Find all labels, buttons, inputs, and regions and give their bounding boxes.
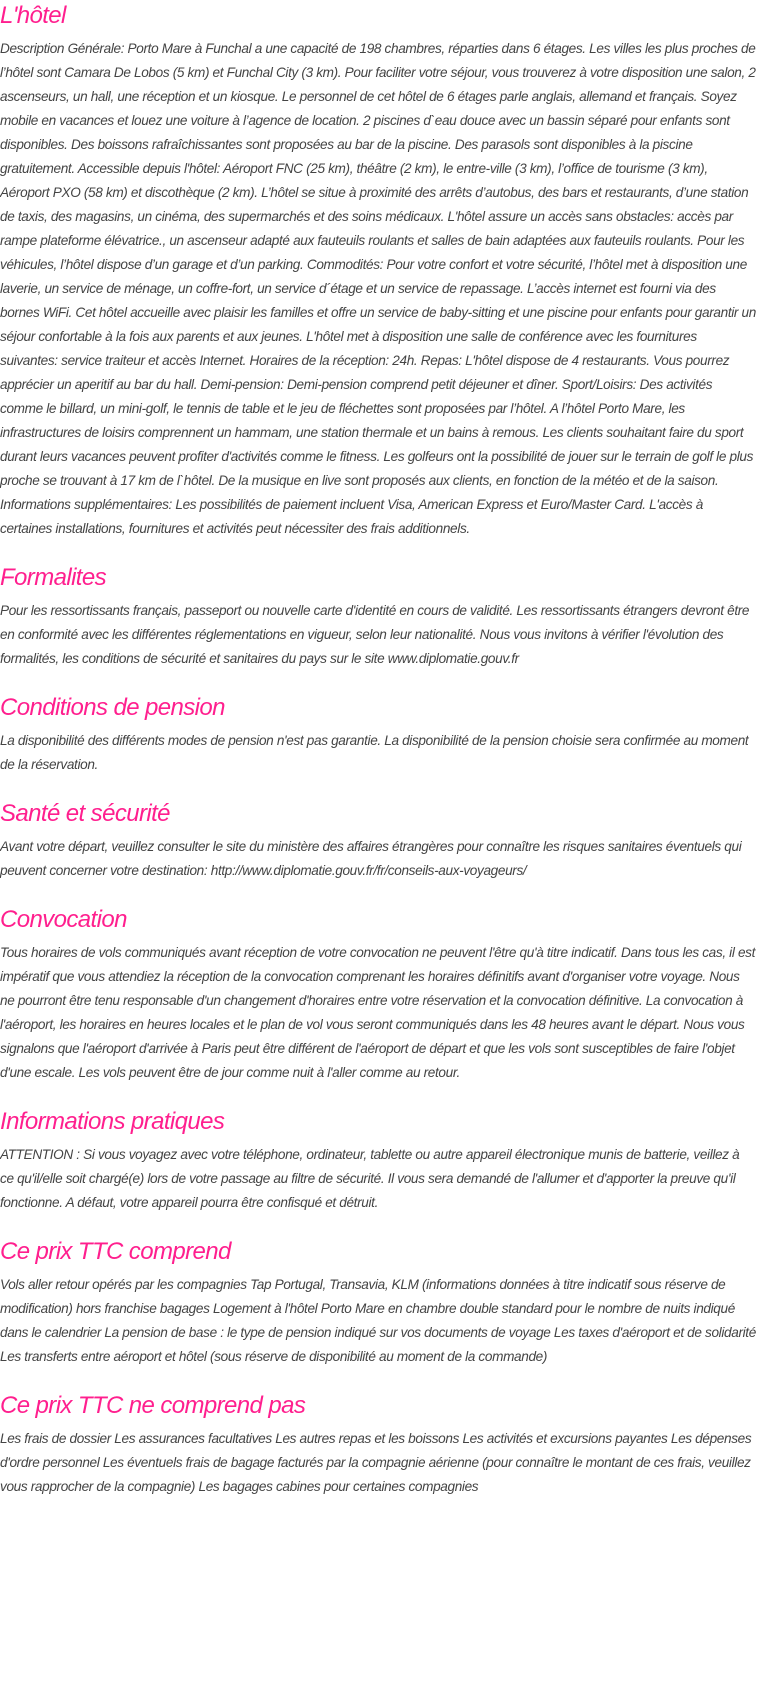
section-text: La disponibilité des différents modes de pension n'est pas garantie. La disponibilité de la pension choisie sera confirmée au moment de la réservation. <box>0 733 749 772</box>
section-text: Pour les ressortissants français, passeport ou nouvelle carte d'identité en cours de validité. Les ressortissants étrangers devront être en conformité avec les différentes réglementations en vigueur, selon leur nationalité. Nous vous invitons à vérifier l'évolution des formalités, les conditions de sécurité et sanitaires du pays sur le site www.diplomatie.gouv.fr <box>0 603 750 666</box>
section-text: Tous horaires de vols communiqués avant réception de votre convocation ne peuvent l'être qu'à titre indicatif. Dans tous les cas, il est impératif que vous attendiez la réception de la convocation comprenant les horaires définitifs avant d'organiser votre voyage. Nous ne pourront être tenu responsable d'un changement d'horaires entre votre réservation et la convocation définitive. La convocation à l'aéroport, les horaires en heures locales et le plan de vol vous seront communiqués dans les 48 heures avant le départ. Nous vous signalons que l'aéroport d'arrivée à Paris peut être différent de l'aéroport de départ et que les vols sont susceptibles de faire l'objet d'une escale. Les vols peuvent être de jour comme nuit à l'aller comme au retour. <box>0 945 756 1080</box>
section-title: Conditions de pension <box>0 694 225 721</box>
section-text: Vols aller retour opérés par les compagnies Tap Portugal, Transavia, KLM (informations données à titre indicatif sous réserve de modification) hors franchise bagages Logement à l'hôtel Porto Mare en chambre double standard pour le nombre de nuits indiqué dans le calendrier La pension de base : le type de pension indiqué sur vos documents de voyage Les taxes d'aéroport et de solidarité Les transferts entre aéroport et hôtel (sous réserve de disponibilité au moment de la commande) <box>0 1277 756 1364</box>
section-informations-pratiques <box>0 1106 756 1215</box>
section-text: ATTENTION : Si vous voyagez avec votre téléphone, ordinateur, tablette ou autre appareil électronique munis de batterie, veillez à ce qu'il/elle soit chargé(e) lors de votre passage au filtre de sécurité. Il vous sera demandé de l'allumer et d'apporter la preuve qu'il fonctionne. A défaut, votre appareil pourra être confisqué et détruit. <box>0 1147 740 1210</box>
section-text: Les frais de dossier Les assurances facultatives Les autres repas et les boissons Les activités et excursions payantes Les dépenses d'ordre personnel Les éventuels frais de bagage facturés par la compagnie aérienne (pour connaître le montant de ces frais, veuillez vous rapprocher de la compagnie) Les bagages cabines pour certaines compagnies <box>0 1431 752 1494</box>
section-prix-ne-comprend-pas <box>0 1390 756 1499</box>
section-title: Ce prix TTC comprend <box>0 1238 231 1265</box>
section-title: Formalites <box>0 564 107 591</box>
section-title: Santé et sécurité <box>0 800 170 827</box>
section-title: Ce prix TTC ne comprend pas <box>0 1392 306 1419</box>
section-hotel <box>0 0 756 541</box>
section-conditions-pension <box>0 692 756 777</box>
section-title: L'hôtel <box>0 2 66 29</box>
section-title: Convocation <box>0 906 127 933</box>
section-convocation <box>0 904 756 1085</box>
section-text: Description Générale: Porto Mare à Funchal a une capacité de 198 chambres, réparties dans 6 étages. Les villes les plus proches de l’hôtel sont Camara De Lobos (5 km) et Funchal City (3 km). Pour faciliter votre séjour, vous trouverez à votre disposition une salon, 2 ascenseurs, un hall, une réception et un kiosque. Le personnel de cet hôtel de 6 étages parle anglais, allemand et français. Soyez mobile en vacances et louez une voiture à l’agence de location. 2 piscines d`eau douce avec un bassin séparé pour enfants sont disponibles. Des boissons rafraîchissantes sont proposées au bar de la piscine. Des parasols sont disponibles à la piscine gratuitement. Accessible depuis l'hôtel: Aéroport FNC (25 km), théâtre (2 km), le entre-ville (3 km), l’office de tourisme (3 km), Aéroport PXO (58 km) et discothèque (2 km). L’hôtel se situe à proximité des arrêts d’autobus, des bars et restaurants, d’une station de taxis, des magasins, un cinéma, des supermarchés et des soins médicaux. L'hôtel assure un accès sans obstacles: accès par rampe plateforme élévatrice., un ascenseur adapté aux fauteuils roulants et salles de bain adaptées aux fauteuils roulants. Pour les véhicules, l’hôtel dispose d’un garage et d’un parking. Commodités: Pour votre confort et votre sécurité, l’hôtel met à disposition une laverie, un service de ménage, un coffre-fort, un service d´étage et un service de repassage. L’accès internet est fourni via des bornes WiFi. Cet hôtel accueille avec plaisir les familles et offre un service de baby-sitting et une piscine pour enfants pour garantir un séjour confortable à la fois aux parents et aux jeunes. L'hôtel met à disposition une salle de conférence avec les fournitures suivantes: service traiteur et accès Internet. Horaires de la réception: 24h. Repas: L'hôtel dispose de 4 restaurants. Vous pourrez apprécier un aperitif au bar du hall. Demi-pension: Demi-pension comprend petit déjeuner et dîner. Sport/Loisirs: Des activités comme le billard, un mini-golf, le tennis de table et le jeu de fléchettes sont proposées par l’hôtel. A l’hôtel Porto Mare, les infrastructures de loisirs comprennent un hammam, une station thermale et un bains à remous. Les clients souhaitant faire du sport durant leurs vacances peuvent profiter d'activités comme le fitness. Les golfeurs ont la possibilité de jouer sur le terrain de golf le plus proche se trouvant à 17 km de l`hôtel. De la musique en live sont proposés aux clients, en fonction de la météo et de la saison. Informations supplémentaires: Les possibilités de paiement incluent Visa, American Express et Euro/Master Card. L'accès à certaines installations, fournitures et activités peut nécessiter des frais additionnels. <box>0 41 756 536</box>
section-text: Avant votre départ, veuillez consulter le site du ministère des affaires étrangères pour connaître les risques sanitaires éventuels qui peuvent concerner votre destination: http://www.diplomatie.gouv.fr/fr/conseils-aux-voyageurs/ <box>0 839 742 878</box>
section-sante-securite <box>0 798 756 883</box>
section-formalites <box>0 562 756 671</box>
section-prix-comprend <box>0 1236 756 1369</box>
section-title: Informations pratiques <box>0 1108 225 1135</box>
